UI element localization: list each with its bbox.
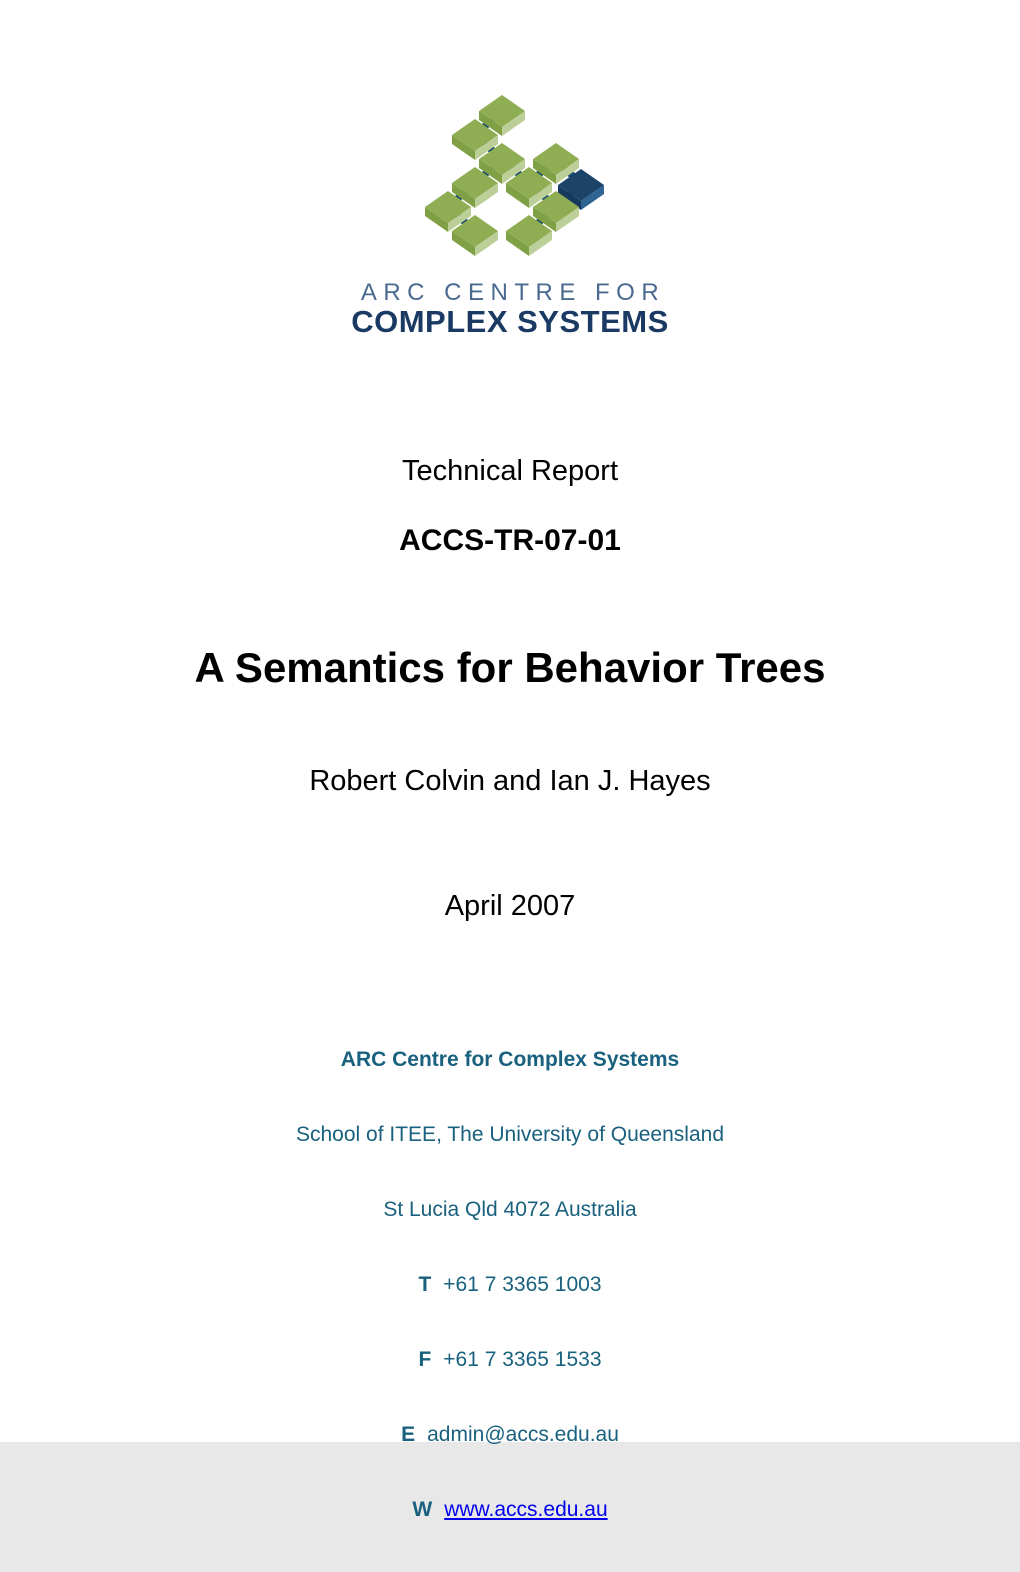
contact-school: School of ITEE, The University of Queensland — [296, 1123, 724, 1146]
report-authors: Robert Colvin and Ian J. Hayes — [309, 765, 711, 797]
contact-block — [0, 997, 1020, 1572]
contact-phone — [0, 1272, 1020, 1297]
contact-email — [0, 1422, 1020, 1447]
fax-label: F — [418, 1348, 432, 1371]
report-number: ACCS-TR-07-01 — [399, 524, 621, 557]
logo-wordmark-line2: COMPLEX SYSTEMS — [351, 304, 669, 339]
fax-number: +61 7 3365 1533 — [443, 1348, 602, 1371]
cube-network-logo-icon — [340, 87, 680, 262]
logo-wordmark-line1: ARC CENTRE FOR — [360, 279, 666, 306]
contact-fax — [0, 1347, 1020, 1372]
contact-org: ARC Centre for Complex Systems — [340, 1048, 680, 1071]
email-label: E — [401, 1423, 416, 1446]
phone-number: +61 7 3365 1003 — [443, 1273, 602, 1296]
report-title: A Semantics for Behavior Trees — [194, 644, 826, 691]
email-address: admin@accs.edu.au — [427, 1423, 619, 1446]
phone-label: T — [418, 1273, 432, 1296]
contact-address: St Lucia Qld 4072 Australia — [383, 1198, 637, 1221]
report-kind: Technical Report — [402, 455, 618, 487]
report-date: April 2007 — [444, 890, 576, 922]
web-label: W — [412, 1498, 433, 1521]
website-link[interactable]: www.accs.edu.au — [444, 1498, 608, 1521]
contact-web — [0, 1497, 1020, 1522]
